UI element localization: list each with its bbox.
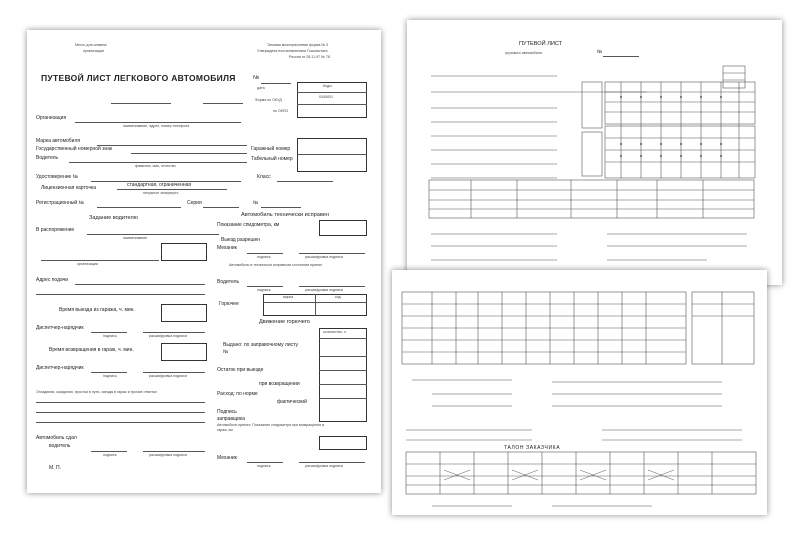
stamp-place-label-2: организации [83,49,104,53]
decode-caption: расшифровка подписи [149,334,187,338]
driver-label: Водитель [36,155,59,161]
card-options: стандартная, ограниченная [127,182,192,188]
truck-number-sign: № [597,49,603,55]
decode-caption-3: расшифровка подписи [149,453,187,457]
stamp-label: М. П. [49,465,61,471]
customer-coupon-title: ТАЛОН ЗАКАЗЧИКА [504,445,561,451]
car-handed-label: Автомобиль сдал [36,435,77,441]
dispatcher-label: Диспетчер-нарядчик [36,325,84,331]
driver-caption: фамилия, имя, отчество [135,164,176,168]
reg-label: Регистрационный № [36,200,84,206]
document-title: ПУТЕВОЙ ЛИСТ ЛЕГКОВОГО АВТОМОБИЛЯ [41,73,236,83]
garage-number-label: Гаражный номер [251,146,291,152]
odometer-box[interactable] [319,220,367,236]
disposal-code-box [161,243,207,261]
remain-return-label: при возвращении [259,381,300,387]
remarks-label: Опоздания, ожидания, простои в пути, заезды в гараж и прочие отметки [36,390,157,394]
reg-plate-label: Государственный номерной знак [36,146,113,152]
sign-caption-5: подпись [257,288,271,292]
disposal-caption-2: организации [77,262,98,266]
waybill-sheet-back [392,270,767,515]
codes-box [297,82,367,118]
return-time-box[interactable] [161,343,207,361]
sign-caption-3: подпись [103,453,117,457]
sign-caption-6: подпись [257,464,271,468]
return-odometer-box[interactable] [319,436,367,450]
class-label: Класс [257,174,271,180]
back-form-grid [392,270,767,515]
mechanic-label: Механик [217,245,237,251]
refueler-label: заправщика [217,416,245,422]
accepted-label: Автомобиль в технически исправном состоянии принял [229,263,323,267]
odometer-label: Показание спидометра, км [217,222,280,228]
license-label: Удостоверение № [36,174,79,180]
driver-sign-label: водитель [49,443,71,449]
truck-subtitle: грузового автомобиля [505,51,542,55]
codes-header: Коды [323,84,332,88]
form-approval-date: России от 28.11.97 № 78 [289,55,330,59]
disposal-caption: наименование [123,236,148,240]
code-form-value: 0345001 [319,95,333,99]
sign-caption: подпись [103,334,117,338]
issued-label: Выдано: по заправочному листу № [223,342,299,355]
org-label: Организация [36,115,67,121]
car-brand-label: Марка автомобиля [36,138,81,144]
car-accepted-label: Автомобиль принял: Показание спидометра при возвращении в гараж, км [217,423,325,432]
usage-label: Расход: по норме [217,391,258,397]
form-type-label: Типовая межотраслевая форма № 3 [267,43,329,47]
tech-title: Автомобиль технически исправен [241,212,329,218]
fuel-grade-label: Горючее [219,301,239,307]
return-time-label: Время возвращения в гараж, ч. мин. [49,347,134,353]
truck-title: ПУТЕВОЙ ЛИСТ [519,41,563,47]
dispatcher2-label: Диспетчер-нарядчик [36,365,84,371]
depart-time-label: Время выезда из гаража, ч. мин. [59,307,135,313]
sign-caption-4: подпись [257,255,271,259]
decode-caption-4: расшифровка подписи [305,255,343,259]
code-form-label: Форма по ОКУД [255,98,282,102]
card-options-caption: ненужное зачеркнуть [143,191,179,195]
org-caption: наименование, адрес, номер телефона [123,124,190,128]
stamp-place-label: Место для штампа [75,43,107,47]
fuel-code-label: код [335,295,341,299]
card-label: Лицензионная карточка [41,185,97,191]
task-title: Задание водителю [89,215,138,221]
decode-caption-2: расшифровка подписи [149,374,187,378]
fuel-qty-label: количество, л [323,330,346,334]
depart-allowed-label: Выезд разрешен [221,237,261,243]
fuel-quantity-box [319,328,367,422]
code-okpo-label: по ОКПО [273,109,289,113]
depart-time-box[interactable] [161,304,207,322]
form-approval-label: Утверждена постановлением Госкомстата [257,49,328,53]
series-label: Серия [187,200,202,206]
number-sign: № [253,75,260,81]
address-label: Адрес подачи [36,277,69,283]
decode-caption-6: расшифровка подписи [305,464,343,468]
date-label: дата [257,86,265,90]
sign-label: Подпись [217,409,237,415]
actual-label: фактический [277,399,307,405]
series-number-label: № [253,200,259,206]
fuel-mark-label: марка [283,295,294,299]
disposal-label: В распоряжение [36,227,75,233]
tabel-number-label: Табельный номер [251,156,293,162]
remain-out-label: Остаток при выезде [217,367,264,373]
fuel-title: Движение горючего [259,319,310,325]
sign-caption-2: подпись [103,374,117,378]
decode-caption-5: расшифровка подписи [305,288,343,292]
waybill-sheet-front [27,30,381,493]
mechanic2-label: Механик [217,455,237,461]
waybill-sheet-truck [407,20,782,285]
driver-label-2: Водитель [217,279,240,285]
truck-form-grid [407,20,782,285]
garage-tabel-box [297,138,367,172]
